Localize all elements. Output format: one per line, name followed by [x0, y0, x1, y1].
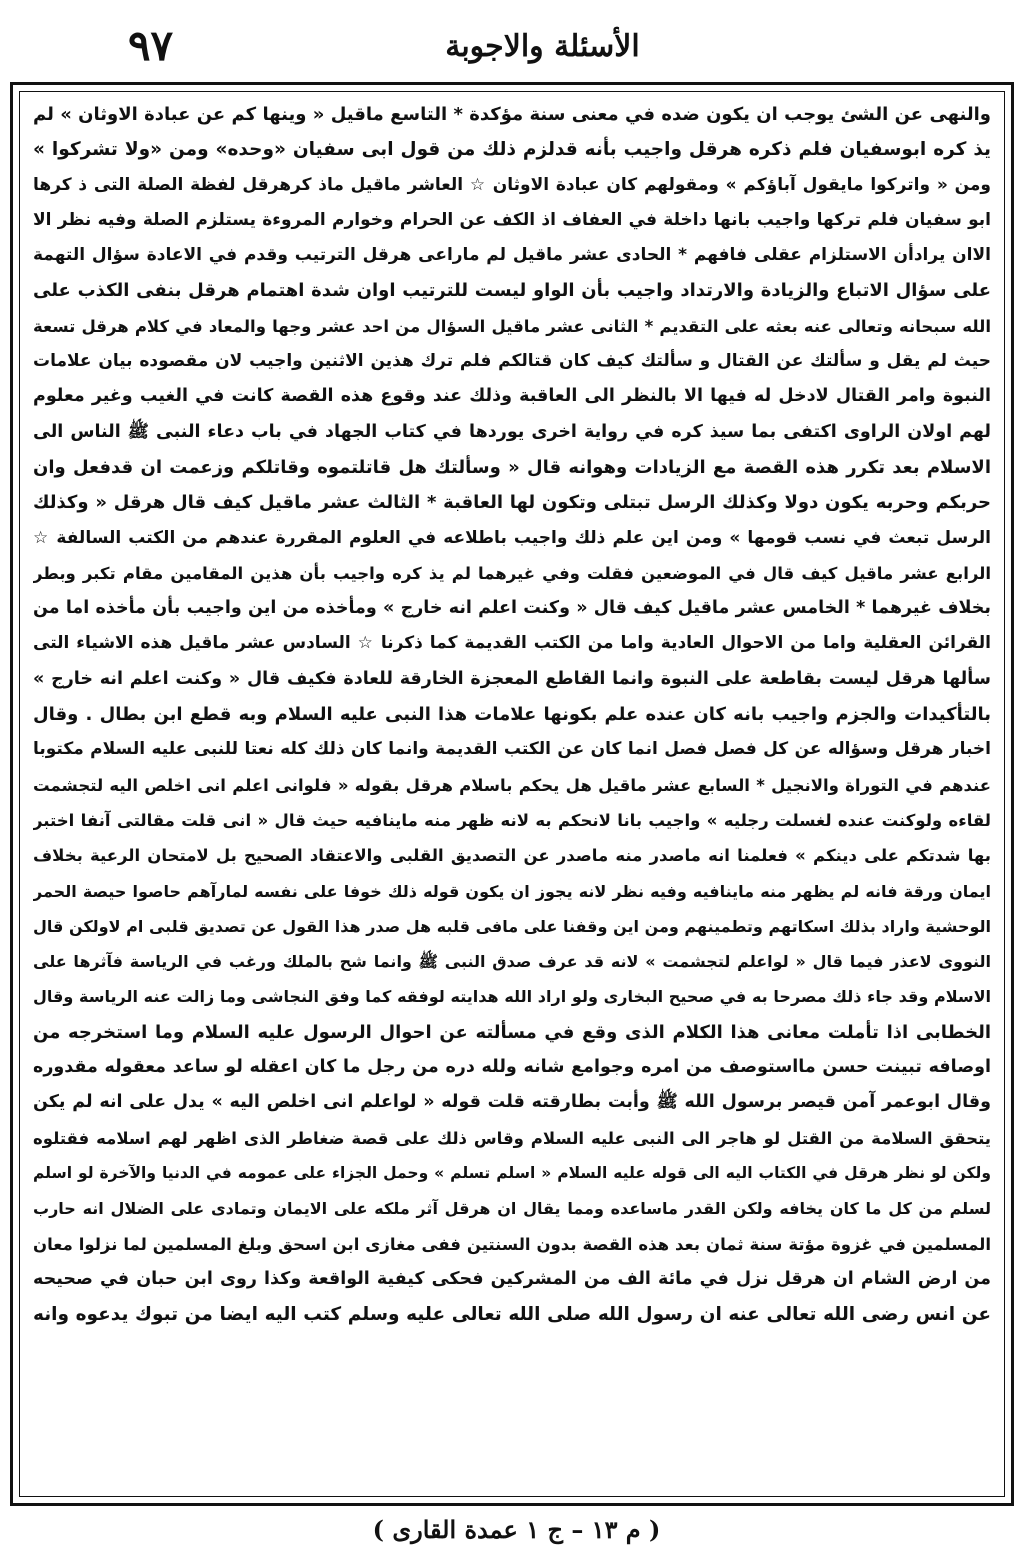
page-header	[70, 14, 1015, 84]
body-text	[33, 97, 991, 1332]
text-line: حربكم وحربه يكون دولا وكذلك الرسل تبتلى وتكون لها العاقبة * الثالث عشر ماقيل كيف قال هرقل « وكذلك	[33, 492, 991, 514]
text-line: الاان يرادأن الاستلزام عقلى فافهم * الحادى عشر ماقيل لم ماراعى هرقل الترتيب وقدم في الاعادة سؤال التهمة	[33, 245, 991, 266]
text-line: ولكن لو نظر هرقل في الكتاب اليه الى قوله عليه السلام « اسلم تسلم » وحمل الجزاء على عمومه في الدنيا والآخرة لو اسلم	[33, 1163, 991, 1182]
text-line: يتحقق السلامة من القتل لو هاجر الى النبى عليه السلام وقاس ذلك على قصة ضغاطر الذى اظهر لهم اسلامه فقتلوه	[33, 1128, 991, 1148]
text-line: لقاءه ولوكنت عنده لغسلت رجليه » واجيب بانا لانحكم به لانه ظهر منه ماينافيه حيث قال « انى قلت مقالتى آنفا اختبر	[33, 810, 991, 830]
text-line: اخبار هرقل وسؤاله عن كل فصل فصل انما كان عن الكتب القديمة وانما كان ذلك كله نعتا للنبى عليه السلام مكتوبا	[33, 739, 991, 760]
text-line: عندهم في التوراة والانجيل * السابع عشر ماقيل هل يحكم باسلام هرقل بقوله « فلوانى اعلم انى اخلص اليه لتجشمت	[33, 775, 991, 795]
text-frame	[10, 82, 1014, 1506]
text-line: القرائن العقلية واما من الاحوال العادية واما من الكتب القديمة كما ذكرنا ☆ السادس عشر ماقيل هذه الاشياء التى	[33, 633, 991, 654]
running-title: الأسئلة والاجوبة	[445, 29, 640, 64]
text-line: بخلاف غيرهما * الخامس عشر ماقيل كيف قال « وكنت اعلم انه خارج » ومأخذه من اين واجيب بأن مأخذه اما من	[33, 598, 991, 619]
text-line: بالتأكيدات والجزم واجيب بانه كان عنده علم بكونها علامات هذا النبى عليه السلام وبه قطع ابن بطال . وقال	[33, 704, 991, 726]
text-line: الوحشية واراد بذلك اسكاتهم وتطمينهم ومن اين وقفنا على مافى قلبه هل صدر هذا القول عن تصديق قلبى ام لاولكن قال	[33, 916, 991, 936]
text-line: الرسل تبعث في نسب قومها » ومن اين علم ذلك واجيب باطلاعه في العلوم المقررة عندهم من الكتب السالفة ☆	[33, 527, 991, 548]
text-line: لهم اولان الراوى اكتفى بما سيذ كره في رواية اخرى يوردها في كتاب الجهاد في باب دعاء النبى ﷺ الناس الى	[33, 421, 991, 442]
text-line: الاسلام بعد تكرر هذه القصة مع الزيادات وهوانه قال « وسألتك هل قاتلتموه وقاتلكم وزعمت ان قدفعل وان	[33, 456, 991, 478]
text-line: الله سبحانه وتعالى عنه بعثه على التقديم * الثانى عشر ماقيل السؤال من احد عشر وجها والمعاد في كلام هرقل تسعة	[33, 316, 991, 336]
page-number: ۹۷	[128, 21, 174, 70]
page-footer	[0, 1508, 1033, 1552]
text-line: يذ كره ابوسفيان فلم ذكره هرقل واجيب بأنه قدلزم ذلك من قول ابى سفيان «وحده» ومن «ولا تشركوا »	[33, 139, 991, 161]
text-line: وقال ابوعمر آمن قيصر برسول الله ﷺ وأبت بطارقته قلت قوله « لواعلم انى اخلص اليه » يدل على انه لم يكن	[33, 1092, 991, 1113]
text-line: اوصافه تبينت حسن مااستوصف من امره وجوامع شانه ولله دره من رجل ما كان اعقله لو ساعد معقوله مقدوره	[33, 1057, 991, 1078]
text-line: عن انس رضى الله تعالى عنه ان رسول الله صلى الله تعالى عليه وسلم كتب اليه ايضا من تبوك يدعوه وانه	[33, 1304, 991, 1326]
text-line: لسلم من كل ما كان يخافه ولكن القدر ماساعده ومما يقال ان هرقل آثر ملكه على الايمان وتمادى على الضلال انه حارب	[33, 1199, 991, 1219]
text-line: الاسلام وقد جاء ذلك مصرحا به في صحيح البخارى ولو اراد الله هدايته لوفقه كما وفق النجاشى وما زالت عنه الرياسة وقال	[33, 987, 991, 1007]
text-line: المسلمين في غزوة مؤتة سنة ثمان بعد هذه القصة بدون السنتين ففى مغازى ابن اسحق وبلغ المسلمين لما نزلوا معان	[33, 1234, 991, 1254]
text-line: بها شدتكم على دينكم » فعلمنا انه ماصدر منه ماصدر عن التصديق القلبى والاعتقاد الصحيح بل لامتحان الرعية بخلاف	[33, 846, 991, 866]
text-line: سألها هرقل ليست بقاطعة على النبوة وانما القاطع المعجزة الخارقة للعادة فكيف قال « وكنت اعلم انه خارج »	[33, 668, 991, 689]
text-line: ابو سفيان فلم تركها واجيب بانها داخلة في العفاف اذ الكف عن الحرام وخوارم المروءة يستلزم الصلة وفيه نظر الا	[33, 209, 991, 230]
text-line: الخطابى اذا تأملت معانى هذا الكلام الذى وقع في مسألته عن احوال الرسول عليه السلام وما استخرجه من	[33, 1021, 991, 1043]
text-line: حيث لم يقل و سألتك عن القتال و سألتك كيف كان قتالكم فلم ترك هذين الاثنين واجيب لان مقصوده بيان علامات	[33, 351, 991, 372]
text-line: ايمان ورقة فانه لم يظهر منه ماينافيه وفيه نظر لانه يجوز ان يكون قوله ذلك خوفا على نفسه لمارآهم حاصوا حيصة الحمر	[33, 881, 991, 901]
text-line: والنهى عن الشئ يوجب ان يكون ضده في معنى سنة مؤكدة * التاسع ماقيل « وينها كم عن عبادة الاوثان » لم	[33, 104, 991, 125]
text-line: الرابع عشر ماقيل كيف قال في الموضعين فقلت وفي غيرهما لم يذ كره واجيب بأن هذين المقامين مقام تكبر وبطر	[33, 563, 991, 583]
text-line: النبوة وامر القتال لادخل له فيها الا بالنظر الى العاقبة وذلك عند وقوع هذه القصة كانت في الغيب وغير معلوم	[33, 386, 991, 407]
signature-mark: ( م ١٣ – ج ١ عمدة القارى )	[372, 1515, 661, 1544]
text-line: النووى لاعذر فيما قال « لواعلم لتجشمت » لانه قد عرف صدق النبى ﷺ وانما شح بالملك ورغب في الرياسة فآثرها على	[33, 952, 991, 972]
text-line: من ارض الشام ان هرقل نزل في مائة الف من المشركين فحكى كيفية الواقعة وكذا روى ابن حبان في صحيحه	[33, 1268, 991, 1289]
text-line: ومن « واتركوا مايقول آباؤكم » ومقولهم كان عبادة الاوثان ☆ العاشر ماقيل ماذ كرهرقل لفظة الصلة التى ذ كرها	[33, 174, 991, 195]
text-line: على سؤال الاتباع والزيادة والارتداد واجيب بأن الواو ليست للترتيب اوان شدة اهتمام هرقل بنفى الكذب على	[33, 280, 991, 302]
